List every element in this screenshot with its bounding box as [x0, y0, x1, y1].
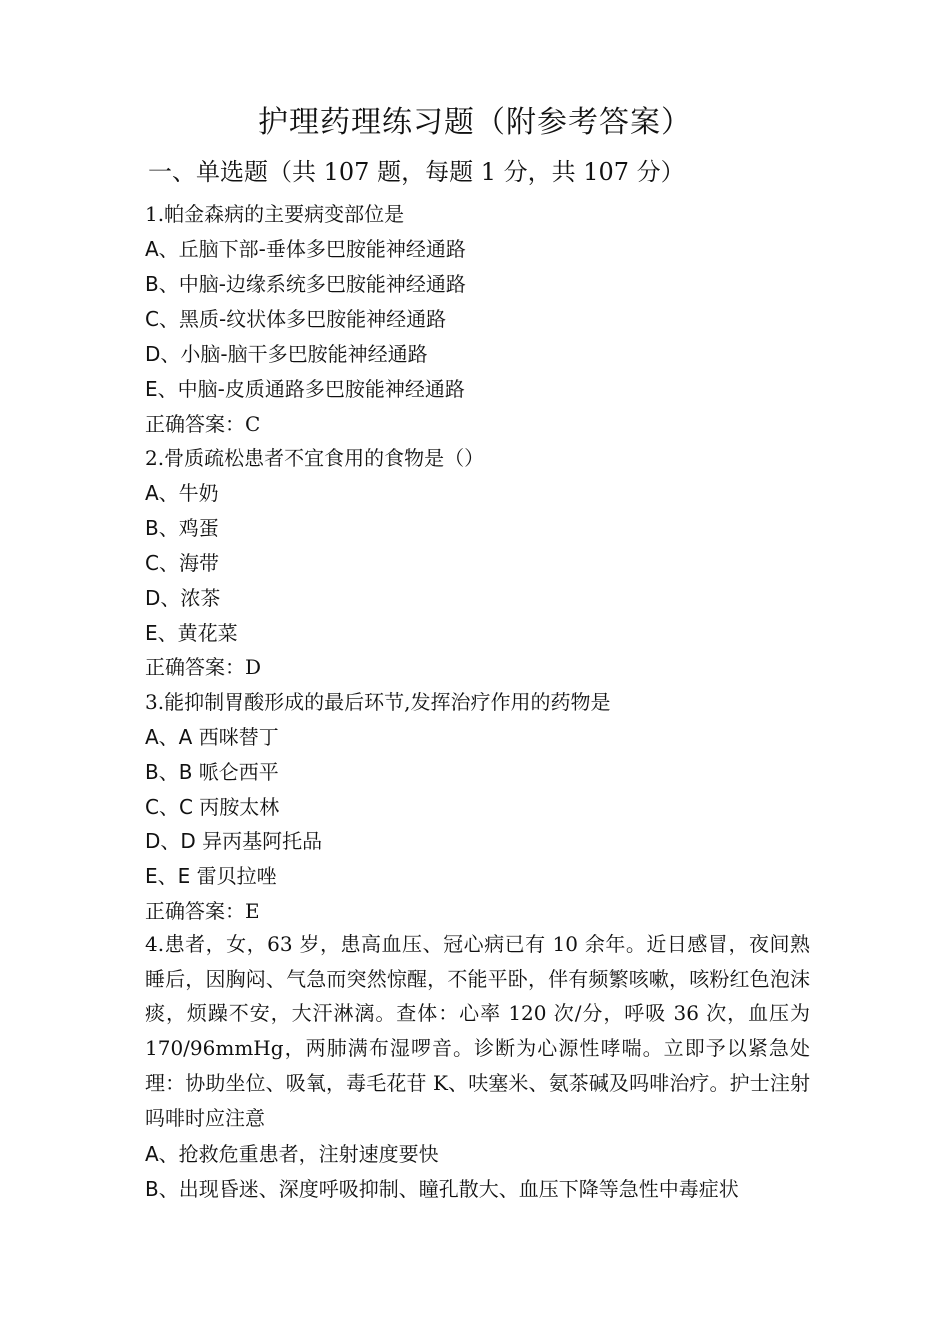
section-heading: 一、单选题（共 107 题，每题 1 分，共 107 分）	[148, 158, 685, 186]
answer-option: B、中脑-边缘系统多巴胺能神经通路	[145, 272, 466, 296]
answer-option: A、丘脑下部-垂体多巴胺能神经通路	[145, 237, 466, 261]
correct-answer: 正确答案：D	[145, 655, 262, 679]
answer-option: D、浓茶	[145, 586, 221, 610]
question-stem: 1.帕金森病的主要病变部位是	[145, 202, 405, 226]
question-stem-paragraph: 4.患者，女，63 岁，患高血压、冠心病已有 10 余年。近日感冒，夜间熟睡后，因胸闷、气急而突然惊醒，不能平卧，伴有频繁咳嗽，咳粉红色泡沫痰，烦躁不安，大汗淋漓。查体：心率 120 次/分，呼吸 36 次，血压为 170/96mmHg，两肺满布湿啰音。诊断为心源性哮喘。立即予以紧急处理：协助坐位、吸氧，毒毛花苷 K、呋塞米、氨茶碱及吗啡治疗。护士注射吗啡时应注意	[145, 932, 810, 1130]
answer-option: D、D 异丙基阿托品	[145, 829, 323, 853]
question-stem: 2.骨质疏松患者不宜食用的食物是（）	[145, 446, 485, 470]
answer-option: E、黄花菜	[145, 621, 238, 645]
answer-option: A、牛奶	[145, 481, 219, 505]
answer-option: B、出现昏迷、深度呼吸抑制、瞳孔散大、血压下降等急性中毒症状	[145, 1177, 739, 1201]
document-title: 护理药理练习题（附参考答案）	[258, 105, 692, 140]
question-stem: 3.能抑制胃酸形成的最后环节,发挥治疗作用的药物是	[145, 690, 611, 714]
answer-option: D、小脑-脑干多巴胺能神经通路	[145, 342, 428, 366]
correct-answer: 正确答案：E	[145, 899, 260, 923]
answer-option: C、C 丙胺太林	[145, 795, 280, 819]
answer-option: B、B 哌仑西平	[145, 760, 279, 784]
answer-option: B、鸡蛋	[145, 516, 219, 540]
answer-option: A、A 西咪替丁	[145, 725, 279, 749]
correct-answer: 正确答案：C	[145, 412, 261, 436]
answer-option: C、海带	[145, 551, 219, 575]
answer-option: E、中脑-皮质通路多巴胺能神经通路	[145, 377, 465, 401]
answer-option: A、抢救危重患者，注射速度要快	[145, 1142, 439, 1166]
answer-option: C、黑质-纹状体多巴胺能神经通路	[145, 307, 447, 331]
answer-option: E、E 雷贝拉唑	[145, 864, 277, 888]
